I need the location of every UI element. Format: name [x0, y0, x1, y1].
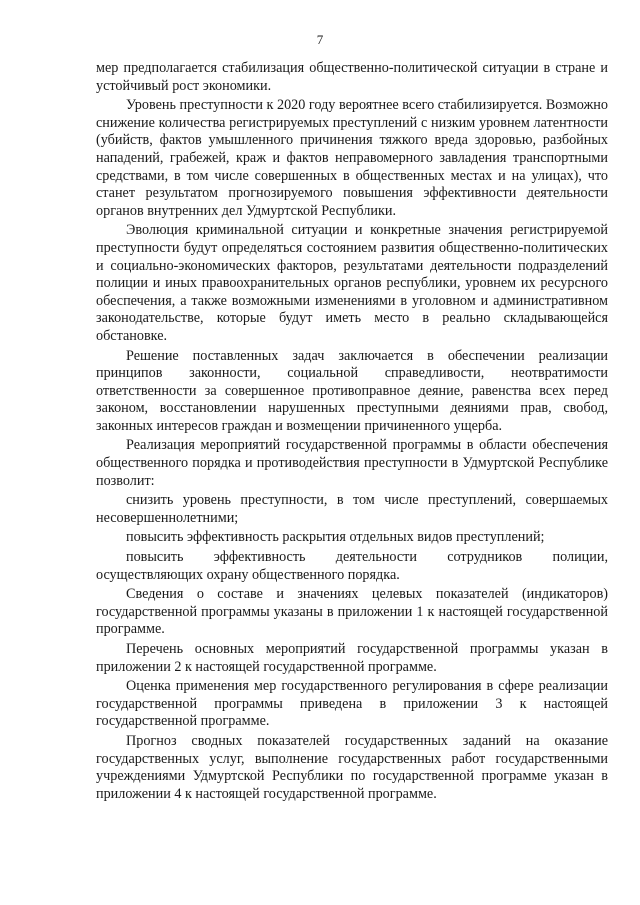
paragraph-state-tasks-forecast: Прогноз сводных показателей государственных заданий на оказание государственных услуг, выполнение государственных работ государственными учреждениями Удмуртской Республики по государственной программе указан в приложении 4 к настоящей государственной программе.	[96, 732, 608, 802]
paragraph-task-solution: Решение поставленных задач заключается в обеспечении реализации принципов законности, социальной справедливости, неотвратимости ответственности за совершенное противоправное деяние, равенства всех перед законом, восстановлении нарушенных преступными деяниями прав, свобод, законных интересов граждан и возмещении причиненного ущерба.	[96, 347, 608, 434]
paragraph-main-activities: Перечень основных мероприятий государственной программы указан в приложении 2 к настоящей государственной программе.	[96, 641, 608, 675]
paragraph-crime-level-forecast: Уровень преступности к 2020 году вероятнее всего стабилизируется. Возможно снижение количества регистрируемых преступлений с низким уровнем латентности (убийств, фактов умышленного причинения тяжкого вреда здоровью, разбойных нападений, грабежей, краж и фактов неправомерного завладения транспортными средствами, в том числе совершенных в общественных местах и на улицах), что станет результатом прогнозируемого повышения эффективности деятельности органов внутренних дел Удмуртской Республики.	[96, 97, 608, 219]
document-body	[96, 60, 608, 803]
paragraph-continuation: мер предполагается стабилизация общественно-политической ситуации в стране и устойчивый рост экономики.	[96, 60, 608, 94]
list-item-reduce-crime: снизить уровень преступности, в том числе преступлений, совершаемых несовершеннолетними;	[96, 492, 608, 526]
paragraph-target-indicators: Сведения о составе и значениях целевых показателей (индикаторов) государственной программы указаны в приложении 1 к настоящей государственной программе.	[96, 586, 608, 638]
page-number: 7	[316, 32, 324, 47]
paragraph-criminal-situation-evolution: Эволюция криминальной ситуации и конкретные значения регистрируемой преступности будут определяться состоянием развития общественно-политических и социально-экономических факторов, результатами деятельности подразделений полиции и иных правоохранительных органов республики, уровнем их ресурсного обеспечения, а также возможными изменениями в уголовном и административном законодательстве, которые будут иметь место в реально складывающейся обстановке.	[96, 222, 608, 344]
list-item-improve-detection: повысить эффективность раскрытия отдельных видов преступлений;	[126, 529, 545, 546]
list-item-improve-police-efficiency: повысить эффективность деятельности сотрудников полиции, осуществляющих охрану общественного порядка.	[96, 549, 608, 583]
paragraph-regulation-assessment: Оценка применения мер государственного регулирования в сфере реализации государственной программы приведена в приложении 3 к настоящей государственной программе.	[96, 678, 608, 730]
paragraph-program-implementation: Реализация мероприятий государственной программы в области обеспечения общественного порядка и противодействия преступности в Удмуртской Республике позволит:	[96, 437, 608, 489]
